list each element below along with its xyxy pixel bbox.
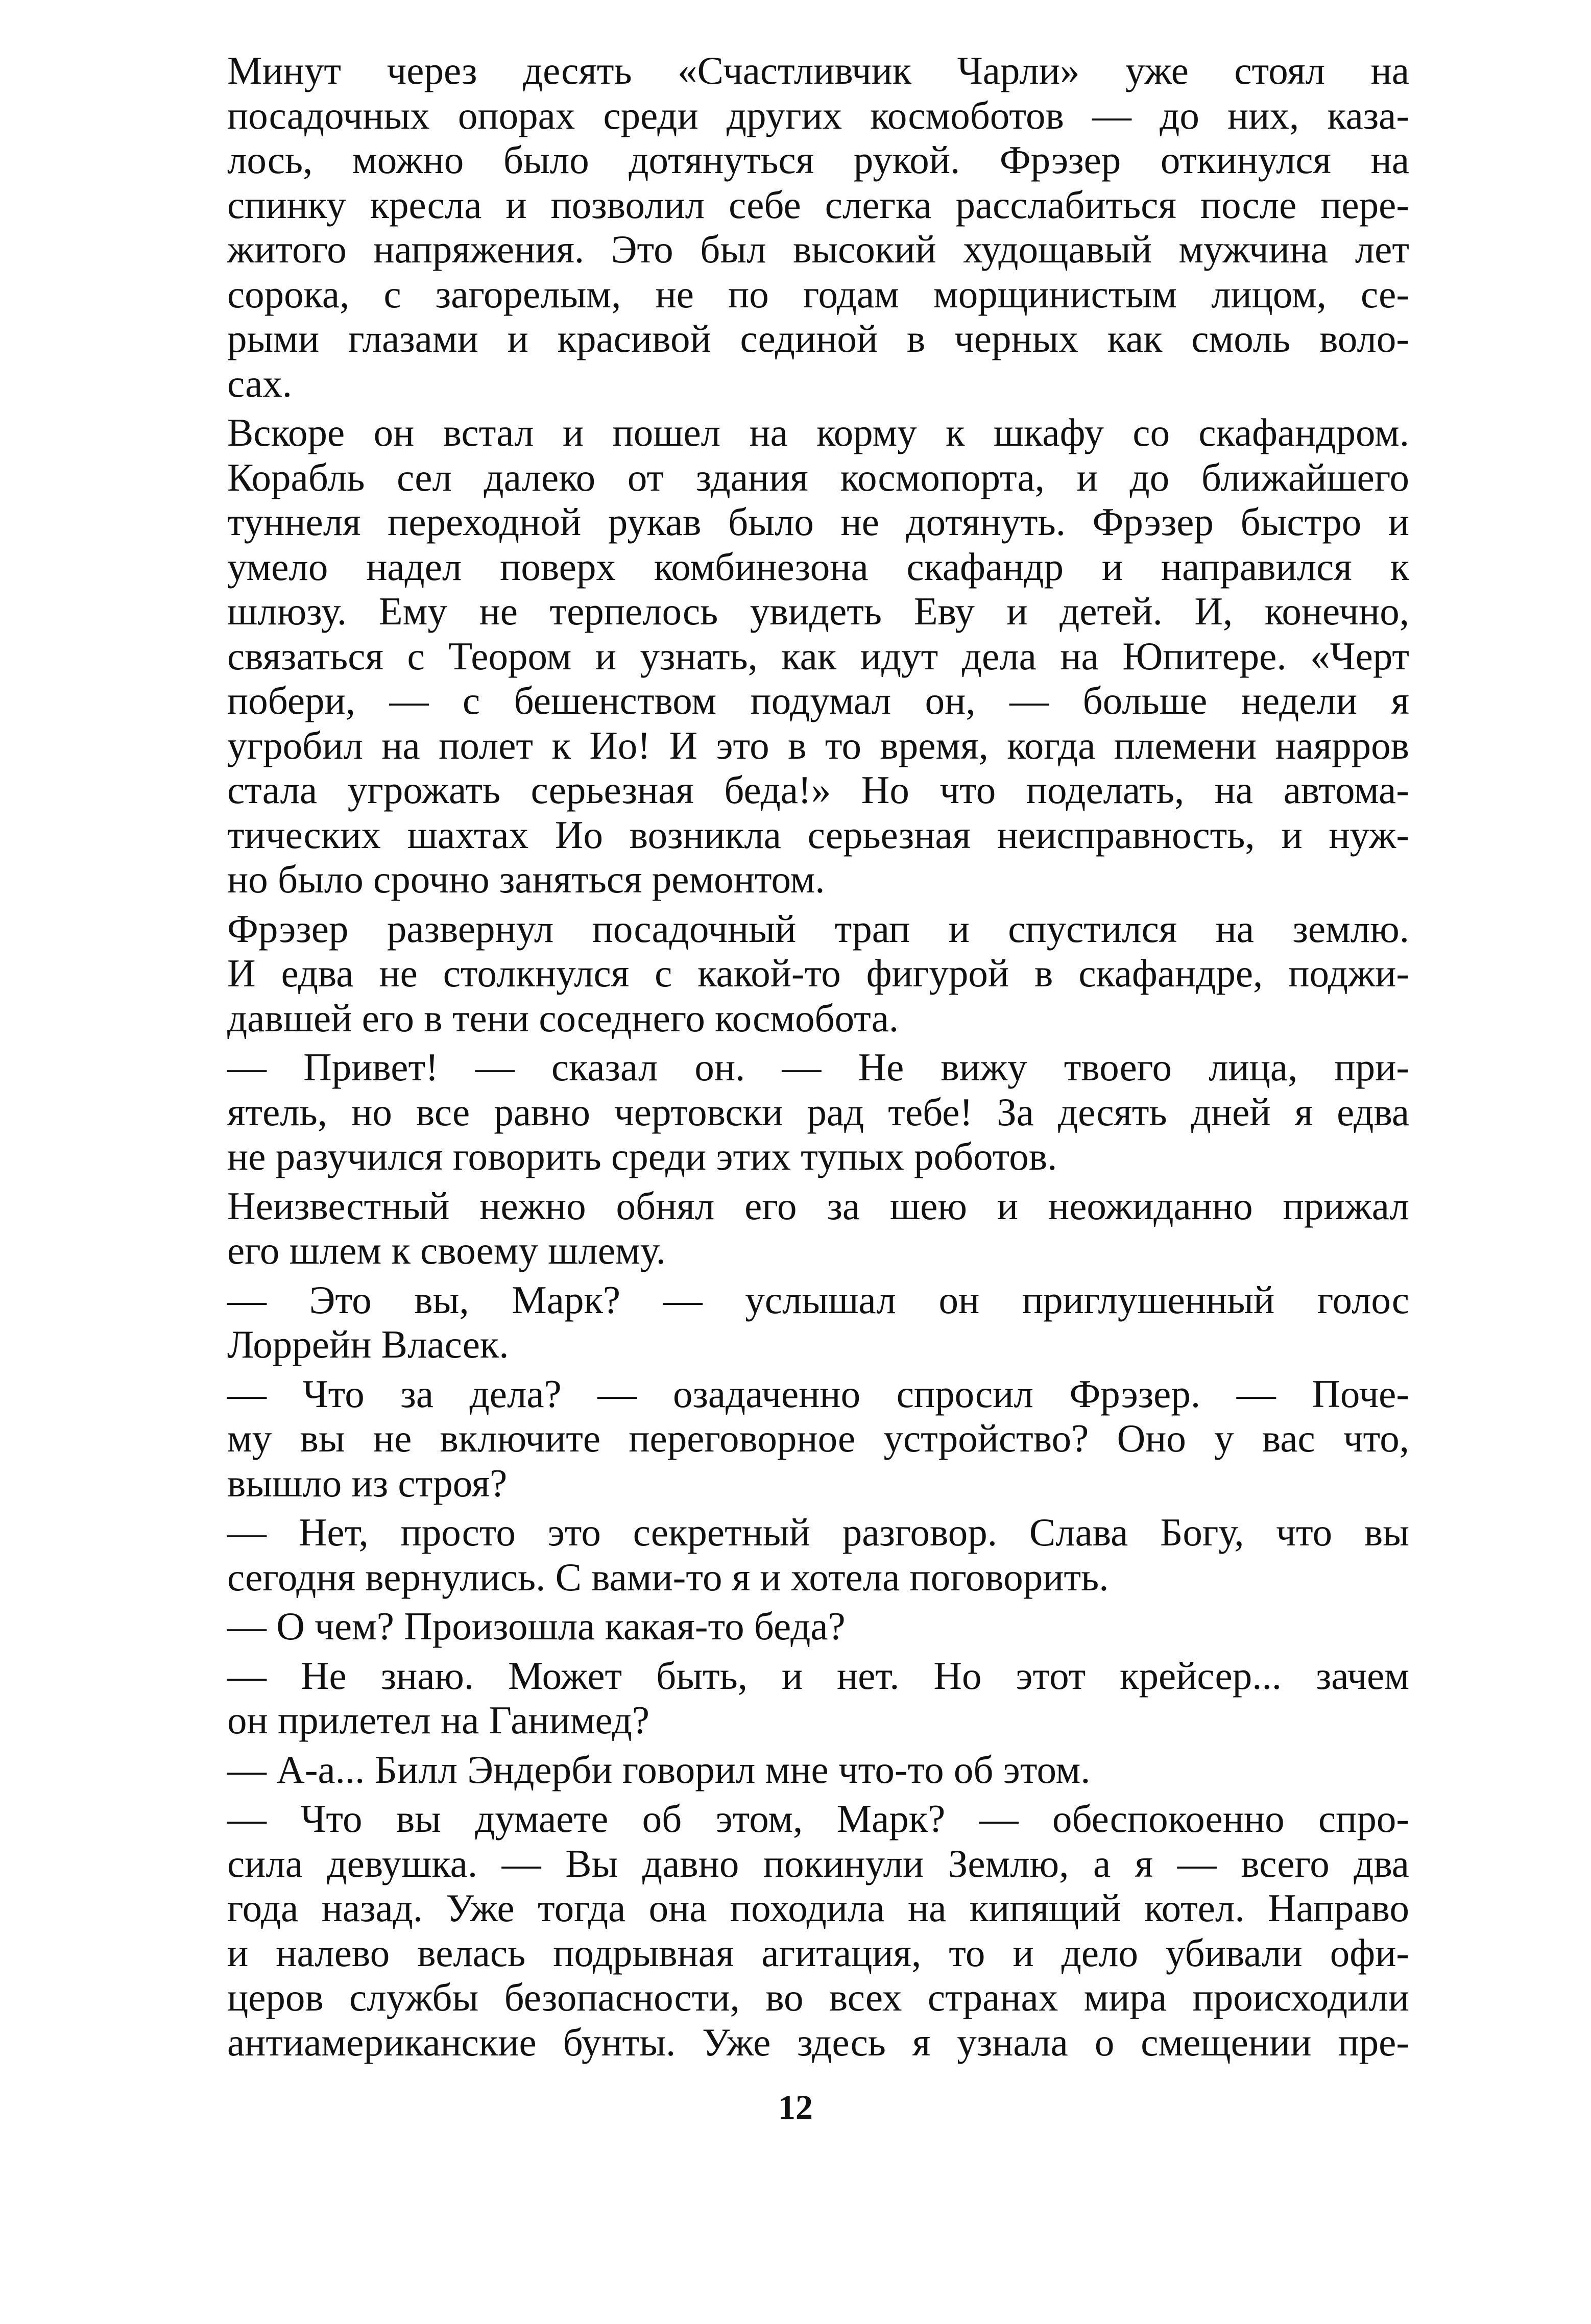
text-line: Неизвестный нежно обнял его за шею и неожиданно прижал (227, 1183, 1409, 1228)
text-line: Корабль сел далеко от здания космопорта, и до ближайшего (227, 455, 1409, 499)
paragraph (174, 49, 1409, 406)
text-line: он прилетел на Ганимед? (227, 1698, 650, 1742)
text-line: рыми глазами и красивой сединой в черных как смоль воло- (227, 317, 1409, 360)
text-line: сорока, с загорелым, не по годам морщинистым лицом, се- (227, 272, 1409, 316)
text-line: — Что за дела? — озадаченно спросил Фрэзер. — Поче- (227, 1371, 1409, 1416)
text-line: Вскоре он встал и пошел на корму к шкафу со скафандром. (227, 410, 1409, 454)
text-line: — Привет! — сказал он. — Не вижу твоего лица, при- (227, 1045, 1409, 1089)
page-number: 12 (778, 2088, 813, 2126)
text-line: — Что вы думаете об этом, Марк? — обеспокоенно спро- (227, 1797, 1409, 1841)
text-line: Минут через десять «Счастливчик Чарли» уже стоял на (227, 49, 1409, 92)
paragraph (174, 1797, 1409, 2065)
text-line: спинку кресла и позволил себе слегка расслабиться после пере- (227, 182, 1409, 227)
text-line: лось, можно было дотянуться рукой. Фрэзер откинулся на (227, 138, 1409, 182)
text-line: посадочных опорах среди других космоботов — до них, каза- (227, 93, 1409, 137)
text-line: церов службы безопасности, во всех странах мира происходили (227, 1975, 1409, 2019)
paragraph (174, 1184, 1409, 1273)
paragraph (174, 1278, 1409, 1367)
text-line: тических шахтах Ио возникла серьезная неисправность, и нуж- (227, 812, 1409, 857)
text-line: сегодня вернулись. С вами-то я и хотела поговорить. (227, 1555, 1109, 1599)
paragraph (174, 1604, 1409, 1649)
text-line: — О чем? Произошла какая-то беда? (227, 1604, 846, 1648)
text-line: давшей его в тени соседнего космобота. (227, 996, 899, 1040)
paragraph (174, 1748, 1409, 1793)
paragraph (174, 1654, 1409, 1743)
text-line: и налево велась подрывная агитация, то и дело убивали офи- (227, 1930, 1409, 1975)
text-line: Фрэзер развернул посадочный трап и спустился на землю. (227, 906, 1409, 951)
paragraph (174, 1372, 1409, 1506)
text-line: му вы не включите переговорное устройство? Оно у вас что, (227, 1416, 1409, 1460)
paragraph (174, 1045, 1409, 1179)
text-line: житого напряжения. Это был высокий худощавый мужчина лет (227, 227, 1409, 271)
text-line: шлюзу. Ему не терпелось увидеть Еву и детей. И, конечно, (227, 589, 1409, 633)
text-line: года назад. Уже тогда она походила на кипящий котел. Направо (227, 1886, 1409, 1930)
text-line: — Не знаю. Может быть, и нет. Но этот крейсер... зачем (227, 1653, 1409, 1698)
text-line: туннеля переходной рукав было не дотянуть. Фрэзер быстро и (227, 500, 1409, 544)
text-line: вышло из строя? (227, 1461, 508, 1505)
text-line: но было срочно заняться ремонтом. (227, 857, 825, 901)
text-line: И едва не столкнулся с какой-то фигурой в скафандре, поджи- (227, 951, 1409, 995)
text-line: угробил на полет к Ио! И это в то время, когда племени наярров (227, 723, 1409, 767)
text-line: — Это вы, Марк? — услышал он приглушенный голос (227, 1277, 1409, 1322)
text-line: стала угрожать серьезная беда!» Но что поделать, на автома- (227, 768, 1409, 812)
text-line: сах. (227, 361, 293, 405)
text-line: умело надел поверх комбинезона скафандр и направился к (227, 544, 1409, 589)
page-text (174, 49, 1409, 2069)
text-line: ятель, но все равно чертовски рад тебе! За десять дней я едва (227, 1090, 1409, 1134)
text-line: побери, — с бешенством подумал он, — больше недели я (227, 679, 1409, 722)
text-line: сила девушка. — Вы давно покинули Землю, а я — всего два (227, 1841, 1409, 1885)
paragraph (174, 410, 1409, 902)
text-line: связаться с Теором и узнать, как идут дела на Юпитере. «Черт (227, 634, 1409, 678)
text-line: — А-а... Билл Эндерби говорил мне что-то об этом. (227, 1747, 1091, 1792)
text-line: Лоррейн Власек. (227, 1322, 509, 1366)
paragraph (174, 1510, 1409, 1600)
text-line: его шлем к своему шлему. (227, 1228, 666, 1272)
text-line: не разучился говорить среди этих тупых роботов. (227, 1134, 1057, 1178)
text-line: — Нет, просто это секретный разговор. Слава Богу, что вы (227, 1510, 1409, 1554)
paragraph (174, 907, 1409, 1041)
text-line: антиамериканские бунты. Уже здесь я узнала о смещении пре- (227, 2020, 1409, 2064)
